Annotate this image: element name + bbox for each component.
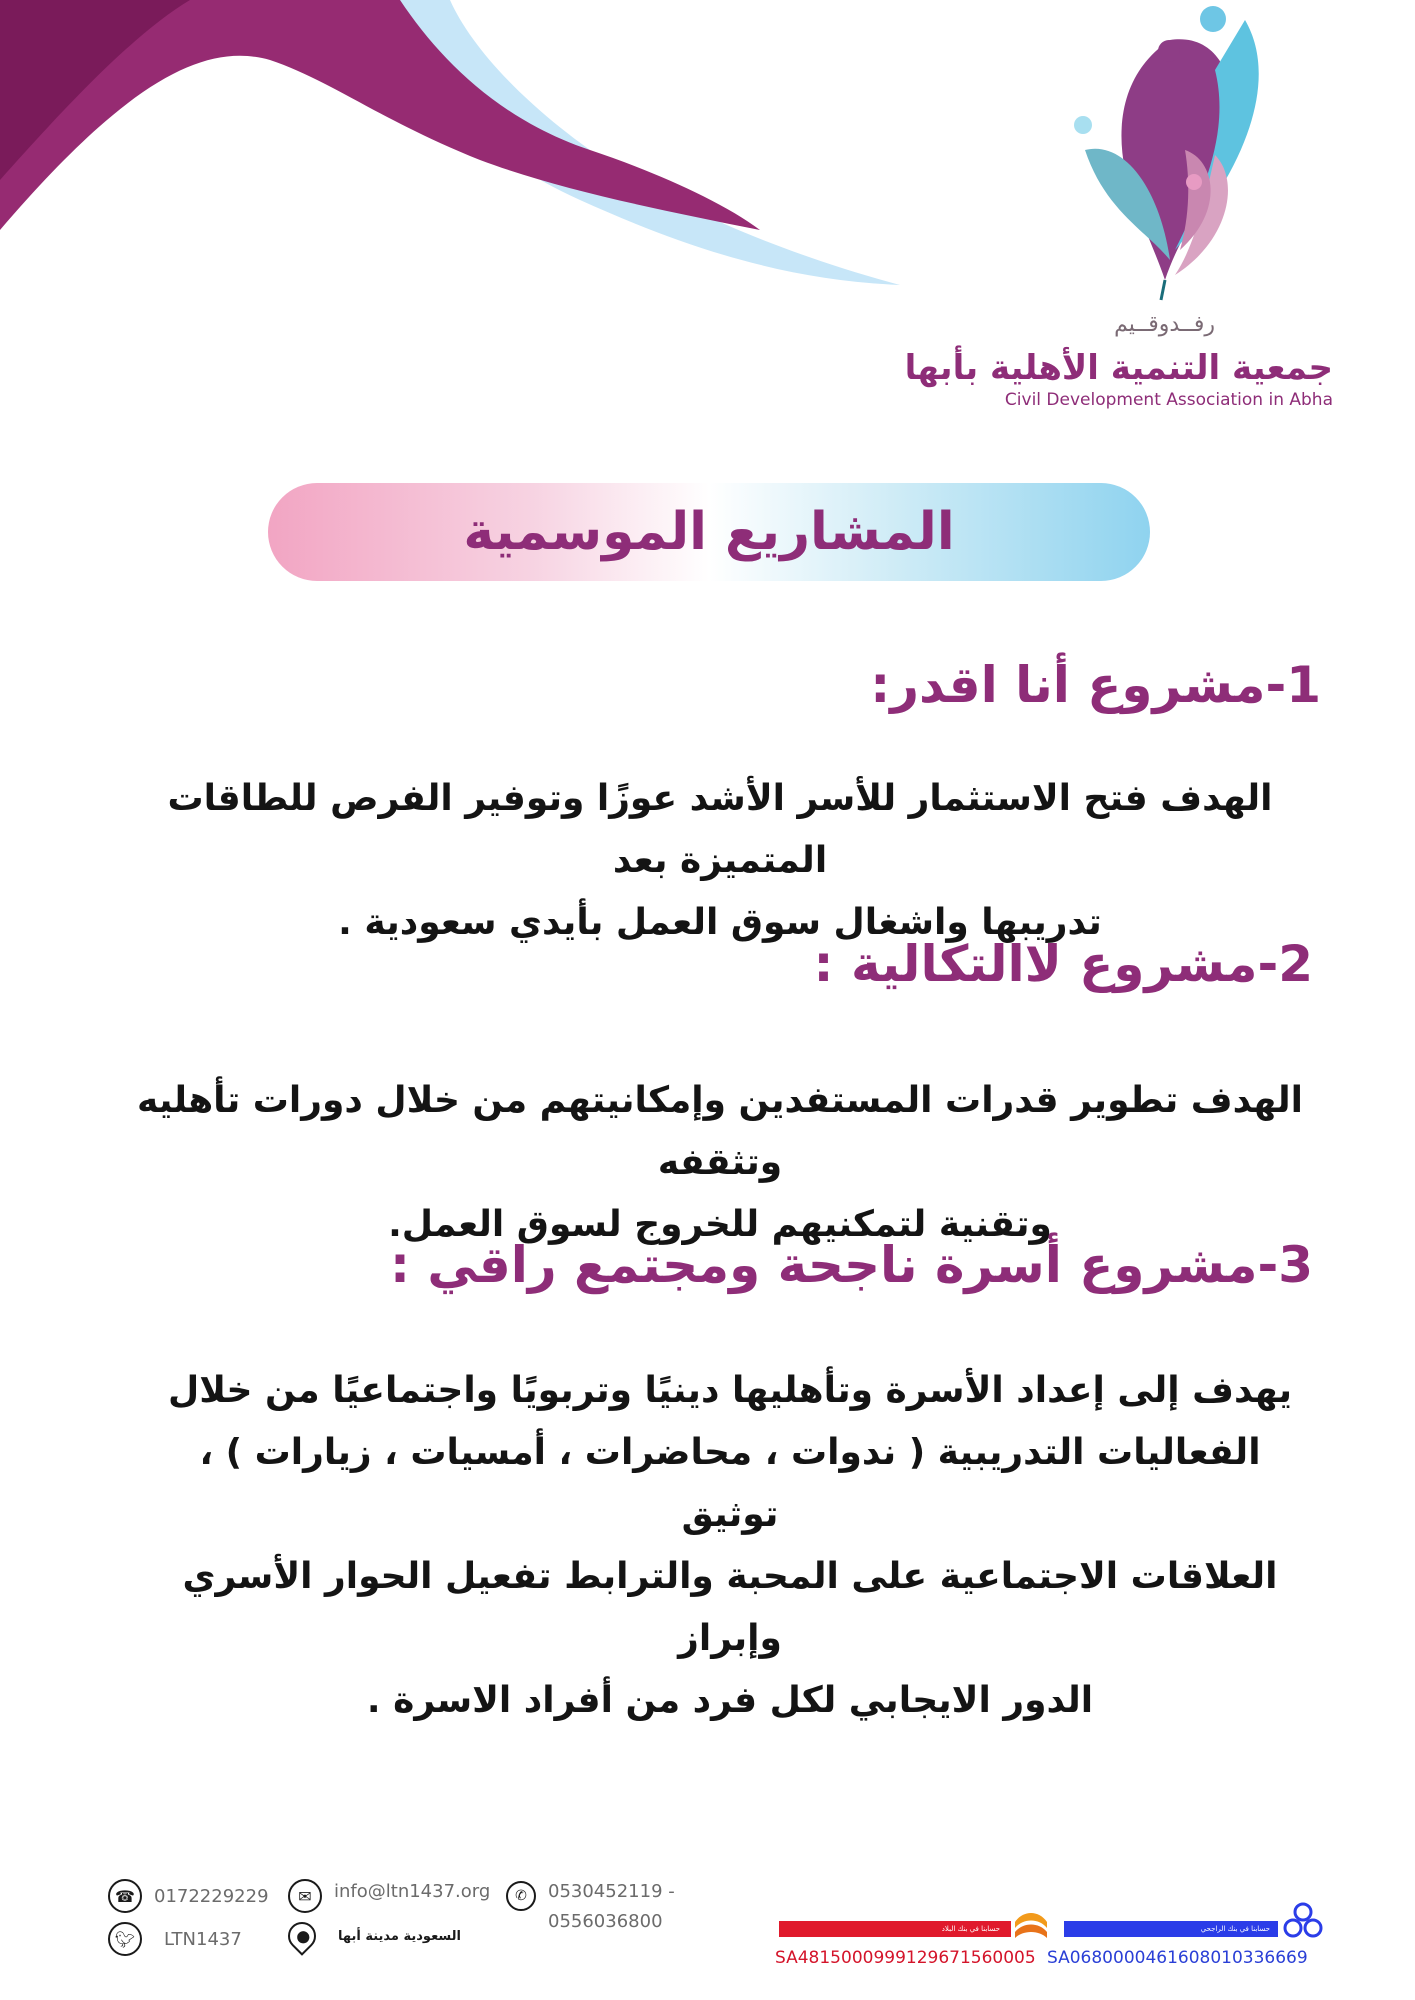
project-3-line-4: الدور الايجابي لكل فرد من أفراد الاسرة .: [366, 1680, 1094, 1721]
project-3-description: [150, 1360, 1310, 1732]
envelope-icon: ✉: [288, 1879, 322, 1913]
bank-albilad-label: حسابنا في بنك البلاد: [941, 1925, 1000, 1933]
project-3-line-1: يهدف إلى إعداد الأسرة وتأهليها دينيًا وتربويًا واجتماعيًا من خلال: [167, 1370, 1293, 1411]
project-1-line-1: الهدف فتح الاستثمار للأسر الأشد عوزًا وتوفير الفرص للطاقات المتميزة بعد: [167, 778, 1273, 881]
page-title-banner: [268, 483, 1150, 581]
twitter-handle: LTN1437: [164, 1928, 242, 1950]
location-text: السعودية مدينة أبها: [338, 1928, 461, 1944]
map-pin-icon: ●: [282, 1916, 322, 1956]
logo-name-english: Civil Development Association in Abha: [1004, 390, 1333, 410]
bank-albilad-iban: SA4815000999129671560005: [775, 1948, 1036, 1968]
page-title: المشاريع الموسمية: [463, 502, 955, 562]
project-2-line-2: وتقنية لتمكنيهم للخروج لسوق العمل.: [388, 1204, 1052, 1245]
phone-icon: ☎: [108, 1879, 142, 1913]
logo-name-arabic: جمعية التنمية الأهلية بأبها: [904, 348, 1333, 388]
project-2-heading: 2-مشروع لاالتكالية :: [813, 935, 1313, 993]
footer-twitter[interactable]: [108, 1922, 242, 1956]
project-2-line-1: الهدف تطوير قدرات المستفدين وإمكانيتهم من خلال دورات تأهليه وتثقفه: [137, 1080, 1303, 1183]
project-1-line-2: تدريبها واشغال سوق العمل بأيدي سعودية .: [338, 902, 1102, 943]
bank-alrajhi-iban: SA0680000461608010336669: [1047, 1948, 1308, 1968]
bank-albilad-logo: [1013, 1908, 1049, 1944]
email-address: info@ltn1437.org: [334, 1880, 491, 1902]
association-logo-emblem: [1065, 0, 1265, 310]
project-1-description: [100, 768, 1340, 954]
bank-alrajhi-label: حسابنا في بنك الراجحي: [1200, 1925, 1270, 1933]
footer-location: [288, 1922, 461, 1950]
footer-email[interactable]: [288, 1879, 490, 1913]
whatsapp-number-1: 0530452119 -: [548, 1881, 675, 1902]
whatsapp-icon: ✆: [506, 1881, 536, 1911]
twitter-icon: 🐦︎: [108, 1922, 142, 1956]
phone-number: 0172229229: [154, 1885, 269, 1907]
project-1-heading: 1-مشروع أنا اقدر:: [870, 656, 1321, 714]
project-3-line-3: العلاقات الاجتماعية على المحبة والترابط تفعيل الحوار الأسري وإبراز: [182, 1556, 1278, 1659]
project-3-line-2: الفعاليات التدريبية ( ندوات ، محاضرات ، أمسيات ، زيارات ) ، توثيق: [199, 1432, 1261, 1535]
bank-alrajhi-logo: [1280, 1901, 1326, 1941]
project-3-heading: 3-مشروع أسرة ناجحة ومجتمع راقي :: [389, 1236, 1313, 1294]
project-2-description: [100, 1070, 1340, 1256]
logo-tagline: رفــدوقــيم: [1114, 312, 1215, 337]
header-wave-decoration: [0, 0, 900, 300]
whatsapp-number-2: 0556036800: [548, 1911, 663, 1932]
footer-phone[interactable]: [108, 1879, 269, 1913]
